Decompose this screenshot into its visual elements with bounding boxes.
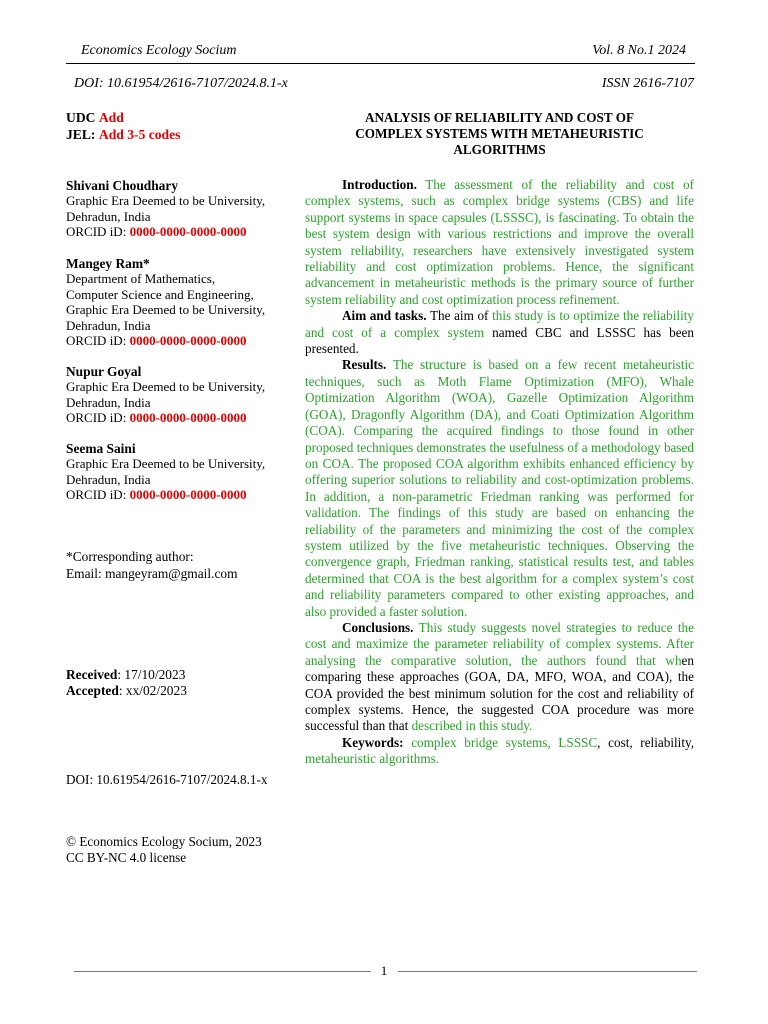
- abstract-introduction: Introduction. The assessment of the reliability and cost of complex systems, such as complex bridge systems (CBS) and life support systems in space capsules (LSSSC), is fascinating. To obtain the best system design with various restrictions and improve the overall system reliability, researchers have extensively investigated system reliability and cost optimization problems. Hence, the significant advancement in metaheuristic methods is the primary source of further system reliability and cost optimization process refinement.: [305, 177, 694, 307]
- author-orcid: ORCID iD: 0000-0000-0000-0000: [66, 333, 247, 349]
- author-affiliation: Dehradun, India: [66, 471, 151, 487]
- orcid-link[interactable]: 0000-0000-0000-0000: [129, 333, 247, 349]
- license-line: CC BY-NC 4.0 license: [66, 850, 187, 865]
- orcid-link[interactable]: 0000-0000-0000-0000: [129, 224, 247, 240]
- udc-label: UDC: [66, 110, 96, 125]
- paper-title: [305, 110, 694, 158]
- page-number: 1: [380, 963, 388, 978]
- footer-rule-right: [398, 971, 697, 972]
- author-affiliation: Graphic Era Deemed to be University,: [66, 379, 266, 395]
- author-name: Mangey Ram*: [66, 256, 150, 271]
- dates: [66, 667, 288, 699]
- classification-codes: [66, 110, 288, 143]
- author-affiliation: Graphic Era Deemed to be University,: [66, 193, 266, 209]
- abstract: [305, 177, 694, 768]
- received-line: Received: 17/10/2023: [66, 667, 186, 682]
- author-affiliation: Department of Mathematics,: [66, 271, 216, 287]
- correspondence: [66, 548, 288, 582]
- accepted-date: : xx/02/2023: [118, 683, 187, 698]
- author-block: [66, 178, 288, 240]
- author-affiliation: Dehradun, India: [66, 208, 151, 224]
- received-date: : 17/10/2023: [117, 667, 186, 682]
- title-line: COMPLEX SYSTEMS WITH METAHEURISTIC: [355, 126, 644, 141]
- copyright: [66, 834, 288, 866]
- article-doi[interactable]: DOI: 10.61954/2616-7107/2024.8.1-x: [66, 772, 268, 787]
- header-rule: [66, 63, 695, 64]
- author-affiliation: Dehradun, India: [66, 317, 151, 333]
- jel-line: [66, 127, 288, 144]
- accepted-line: Accepted: xx/02/2023: [66, 683, 187, 698]
- author-name: Seema Saini: [66, 441, 136, 456]
- title-line: ANALYSIS OF RELIABILITY AND COST OF: [364, 110, 635, 125]
- volume-info: Vol. 8 No.1 2024: [592, 43, 686, 58]
- footer-rule-left: [74, 971, 371, 972]
- journal-name: Economics Ecology Socium: [81, 43, 237, 58]
- author-affiliation: Computer Science and Engineering,: [66, 286, 254, 302]
- author-block: [66, 364, 288, 426]
- orcid-link[interactable]: 0000-0000-0000-0000: [129, 487, 247, 503]
- email-line: Email: mangeyram@gmail.com: [66, 566, 238, 581]
- email-link[interactable]: mangeyram@gmail.com: [105, 566, 238, 581]
- udc-value: Add: [98, 110, 124, 125]
- abstract-conclusions: Conclusions. This study suggests novel strategies to reduce the cost and maximize the parameter reliability of complex systems. After analysing the comparative solution, the authors found that when comparing these approaches (GOA, DA, MFO, WOA, and COA), the COA provided the best minimum solution for the cost and reliability of complex systems. Hence, the suggested COA procedure was more successful than that described in this study.: [305, 619, 695, 734]
- corresponding-author-label: *Corresponding author:: [66, 549, 194, 564]
- udc-line: [66, 110, 288, 127]
- copyright-line: © Economics Ecology Socium, 2023: [66, 834, 262, 849]
- jel-label: JEL:: [66, 126, 96, 142]
- author-name: Shivani Choudhary: [66, 178, 179, 193]
- abstract-aim: Aim and tasks. The aim of this study is to optimize the reliability and cost of a complex system named CBC and LSSSC has been presented.: [305, 308, 694, 357]
- author-block: [66, 256, 288, 348]
- author-orcid: ORCID iD: 0000-0000-0000-0000: [66, 224, 247, 240]
- abstract-results: Results. The structure is based on a few recent metaheuristic techniques, such as Moth Flame Optimization (MFO), Whale Optimization Algorithm (WOA), Gazelle Optimization Algorithm (GOA), Dragonfly Algorithm (DA), and Coati Optimization Algorithm (COA). Comparing the acquired findings to those found in other proposed techniques demonstrates the usefulness of a methodology based on COA. The proposed COA algorithm exhibits enhanced efficiency by offering superior solutions to reliability and cost-optimization problems. In addition, a non-parametric Friedman ranking was performed for validation. The findings of this study are based on enhancing the reliability of the parameters and minimizing the cost of the complex system utilized by the five metaheuristic techniques. Observing the convergence graph, Friedman ranking, statistical results test, and tables determined that COA is the best algorithm for a complex system’s cost and reliability parameters compared to other existing approaches, and also provided a faster solution.: [305, 357, 694, 619]
- author-orcid: ORCID iD: 0000-0000-0000-0000: [66, 410, 247, 426]
- author-block: [66, 441, 288, 503]
- author-affiliation: Graphic Era Deemed to be University,: [66, 302, 266, 318]
- abstract-keywords: Keywords: complex bridge systems, LSSSC, cost, reliability, metaheuristic algorithms.: [305, 734, 695, 767]
- author-name: Nupur Goyal: [66, 364, 142, 379]
- header-doi: DOI: 10.61954/2616-7107/2024.8.1-x: [74, 76, 288, 91]
- author-orcid: ORCID iD: 0000-0000-0000-0000: [66, 487, 247, 503]
- header-issn: ISSN 2616-7107: [601, 76, 694, 91]
- author-affiliation: Dehradun, India: [66, 394, 151, 410]
- author-affiliation: Graphic Era Deemed to be University,: [66, 456, 266, 472]
- jel-value: Add 3-5 codes: [98, 126, 181, 142]
- orcid-link[interactable]: 0000-0000-0000-0000: [129, 410, 247, 426]
- title-line: ALGORITHMS: [453, 142, 546, 157]
